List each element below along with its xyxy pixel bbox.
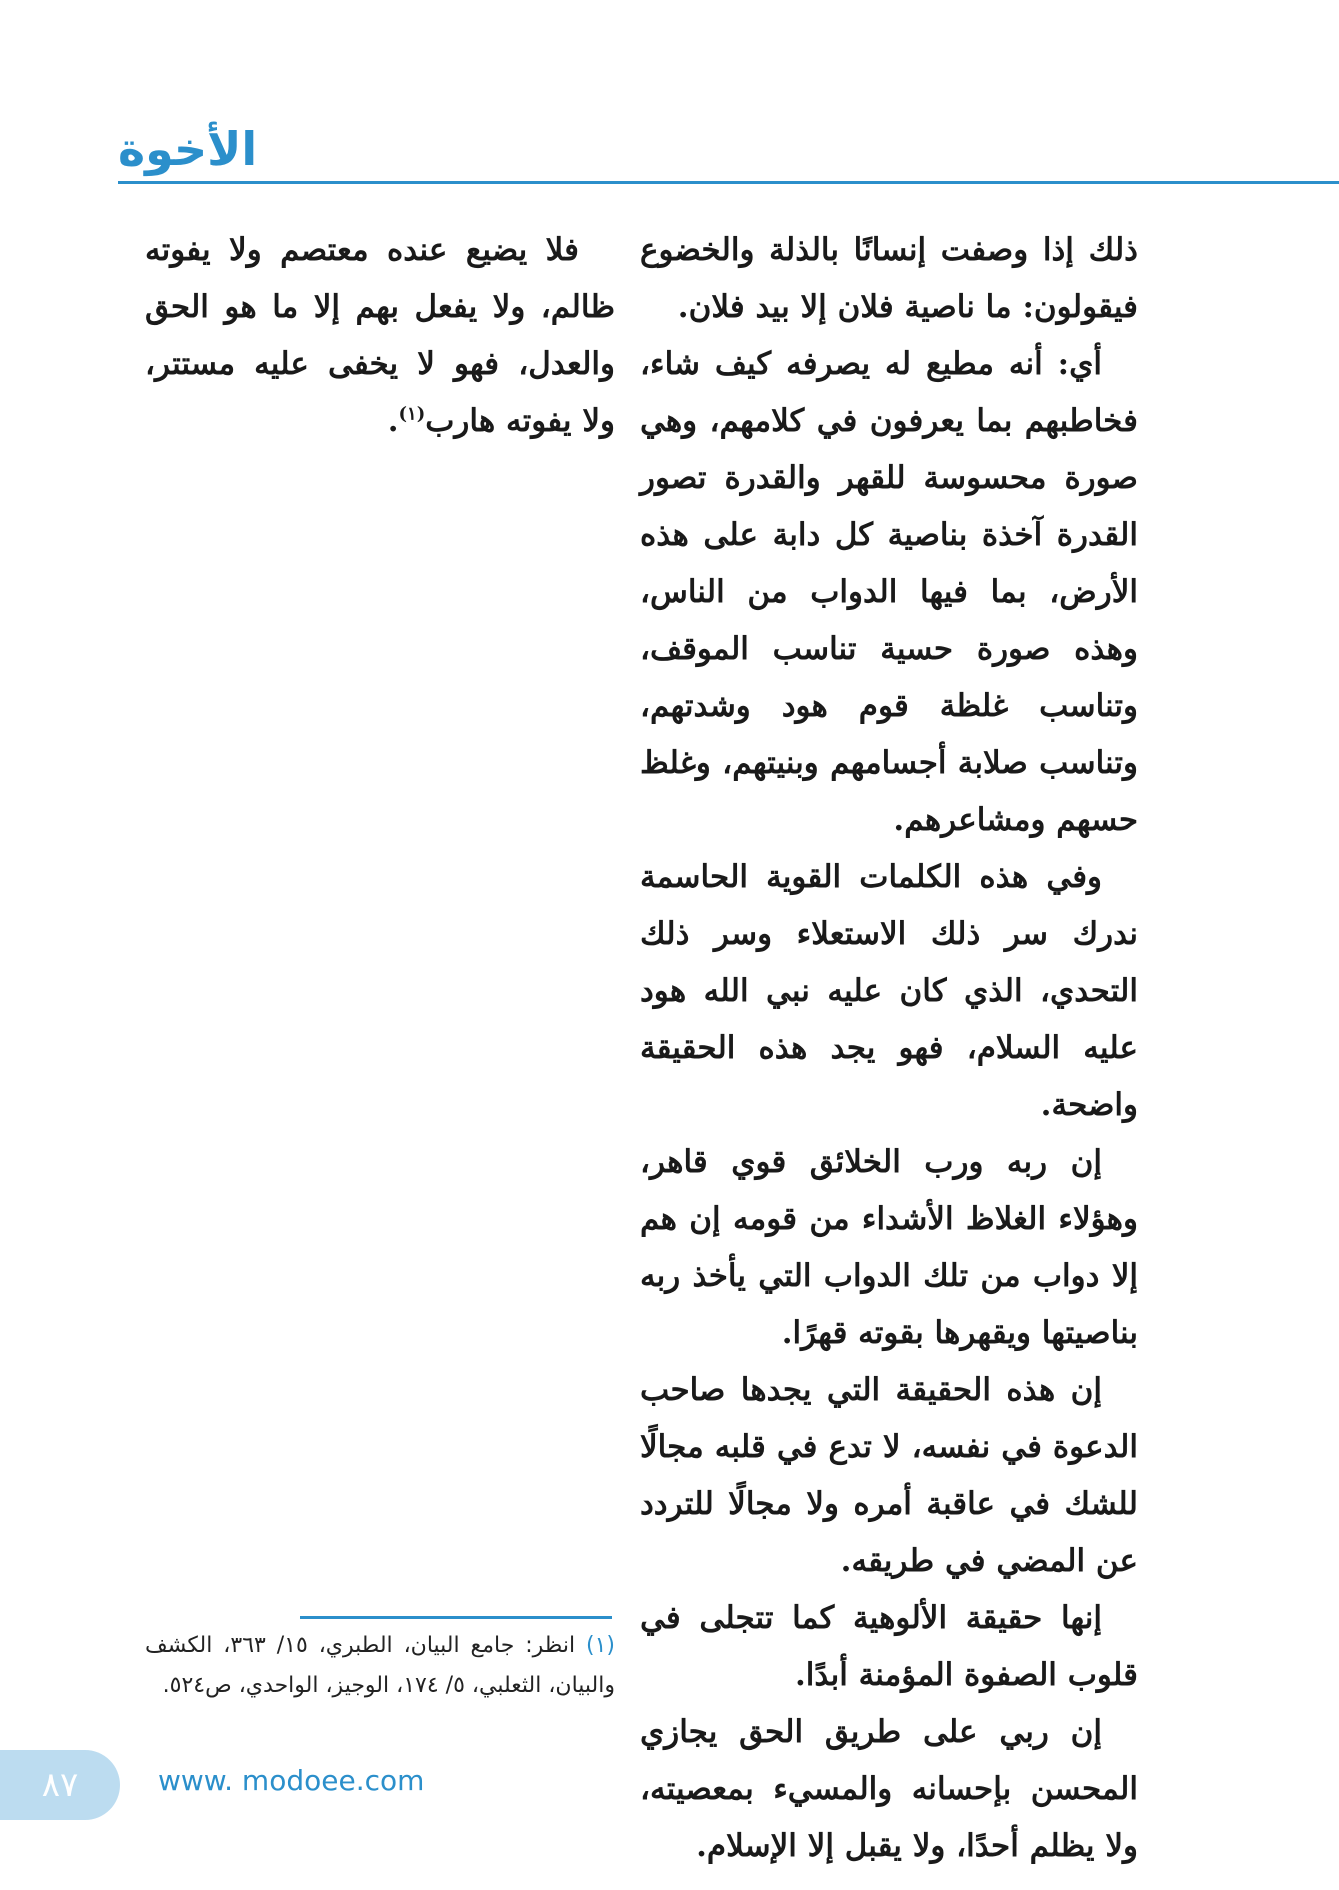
website-link[interactable]: www. modoee.com bbox=[158, 1764, 425, 1797]
header-divider bbox=[118, 181, 1339, 184]
main-text-column bbox=[640, 222, 1138, 1875]
paragraph: إنها حقيقة الألوهية كما تتجلى في قلوب الصفوة المؤمنة أبدًا. bbox=[640, 1600, 1138, 1693]
footnote-reference[interactable]: (١) bbox=[398, 403, 426, 425]
page-number-badge bbox=[0, 1750, 120, 1820]
paragraph: إن ربي على طريق الحق يجازي المحسن بإحسانه والمسيء بمعصيته، ولا يظلم أحدًا، ولا يقبل إلا الإسلام. bbox=[640, 1714, 1138, 1864]
paragraph: ذلك إذا وصفت إنسانًا بالذلة والخضوع فيقولون: ما ناصية فلان إلا بيد فلان. bbox=[640, 232, 1138, 325]
paragraph: إن هذه الحقيقة التي يجدها صاحب الدعوة في نفسه، لا تدع في قلبه مجالًا للشك في عاقبة أمره ولا مجالًا للتردد عن المضي في طريقه. bbox=[640, 1372, 1138, 1579]
page-number: ٨٧ bbox=[41, 1765, 79, 1805]
footnote-divider bbox=[300, 1616, 612, 1619]
paragraph-end: . bbox=[387, 403, 399, 439]
paragraph bbox=[145, 222, 615, 450]
footnote-number: (١) bbox=[585, 1633, 615, 1658]
paragraph: أي: أنه مطيع له يصرفه كيف شاء، فخاطبهم بما يعرفون في كلامهم، وهي صورة محسوسة للقهر والقدرة تصور القدرة آخذة بناصية كل دابة على هذه الأرض، بما فيها الدواب من الناس، وهذه صورة حسية تناسب الموقف، وتناسب غلظة قوم هود وشدتهم، وتناسب صلابة أجسامهم وبنيتهم، وغلظ حسهم ومشاعرهم. bbox=[640, 346, 1138, 838]
paragraph-text: فلا يضيع عنده معتصم ولا يفوته ظالم، ولا يفعل بهم إلا ما هو الحق والعدل، فهو لا يخفى عليه مستتر، ولا يفوته هارب bbox=[145, 232, 615, 439]
footnote bbox=[145, 1626, 615, 1706]
paragraph: وفي هذه الكلمات القوية الحاسمة ندرك سر ذلك الاستعلاء وسر ذلك التحدي، الذي كان عليه نبي الله هود عليه السلام، فهو يجد هذه الحقيقة واضحة. bbox=[640, 859, 1138, 1123]
book-title: الأخوة bbox=[118, 122, 258, 176]
footnote-text: انظر: جامع البيان، الطبري، ١٥/ ٣٦٣، الكشف والبيان، الثعلبي، ٥/ ١٧٤، الوجيز، الواحدي، ص٥٢٤. bbox=[145, 1633, 615, 1698]
paragraph: إن ربه ورب الخلائق قوي قاهر، وهؤلاء الغلاظ الأشداء من قومه إن هم إلا دواب من تلك الدواب التي يأخذ ربه بناصيتها ويقهرها بقوته قهرًا. bbox=[640, 1144, 1138, 1351]
secondary-text-column bbox=[145, 222, 615, 450]
